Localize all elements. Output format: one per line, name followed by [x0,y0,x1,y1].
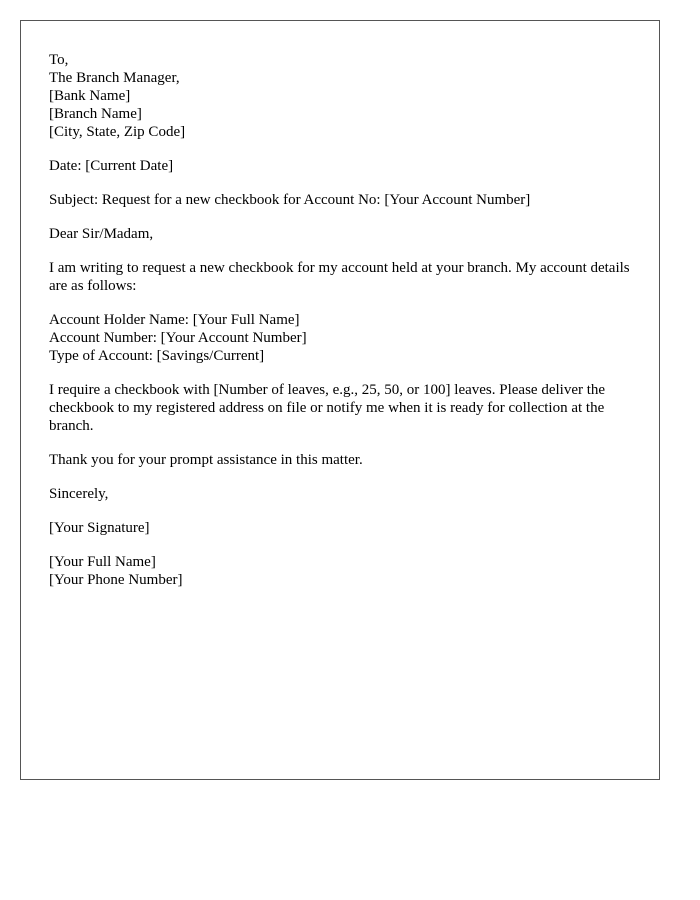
request-paragraph: I require a checkbook with [Number of leaves, e.g., 25, 50, or 100] leaves. Please deliver the checkbook to my registered address on file or notify me when it is ready for collection at the branch. [49,382,606,434]
account-detail-line: Type of Account: [Savings/Current] [49,348,265,364]
sender-details [49,553,639,589]
sender-line: [Your Phone Number] [49,572,183,588]
account-detail-line: Account Holder Name: [Your Full Name] [49,312,300,328]
signature-placeholder: [Your Signature] [49,520,150,536]
date-line: Date: [Current Date] [49,158,174,174]
account-detail-line: Account Number: [Your Account Number] [49,330,307,346]
recipient-address [49,51,639,141]
recipient-line: The Branch Manager, [49,70,180,86]
salutation: Dear Sir/Madam, [49,226,154,242]
recipient-line: To, [49,52,69,68]
intro-paragraph: I am writing to request a new checkbook for my account held at your branch. My account details are as follows: [49,260,630,294]
recipient-line: [City, State, Zip Code] [49,124,186,140]
subject-line: Subject: Request for a new checkbook for Account No: [Your Account Number] [49,192,531,208]
closing: Sincerely, [49,486,109,502]
recipient-line: [Bank Name] [49,88,131,104]
recipient-line: [Branch Name] [49,106,142,122]
letter-page [20,20,660,780]
sender-line: [Your Full Name] [49,554,156,570]
thanks-line: Thank you for your prompt assistance in this matter. [49,452,363,468]
account-details [49,311,639,365]
letter-body [49,51,639,605]
